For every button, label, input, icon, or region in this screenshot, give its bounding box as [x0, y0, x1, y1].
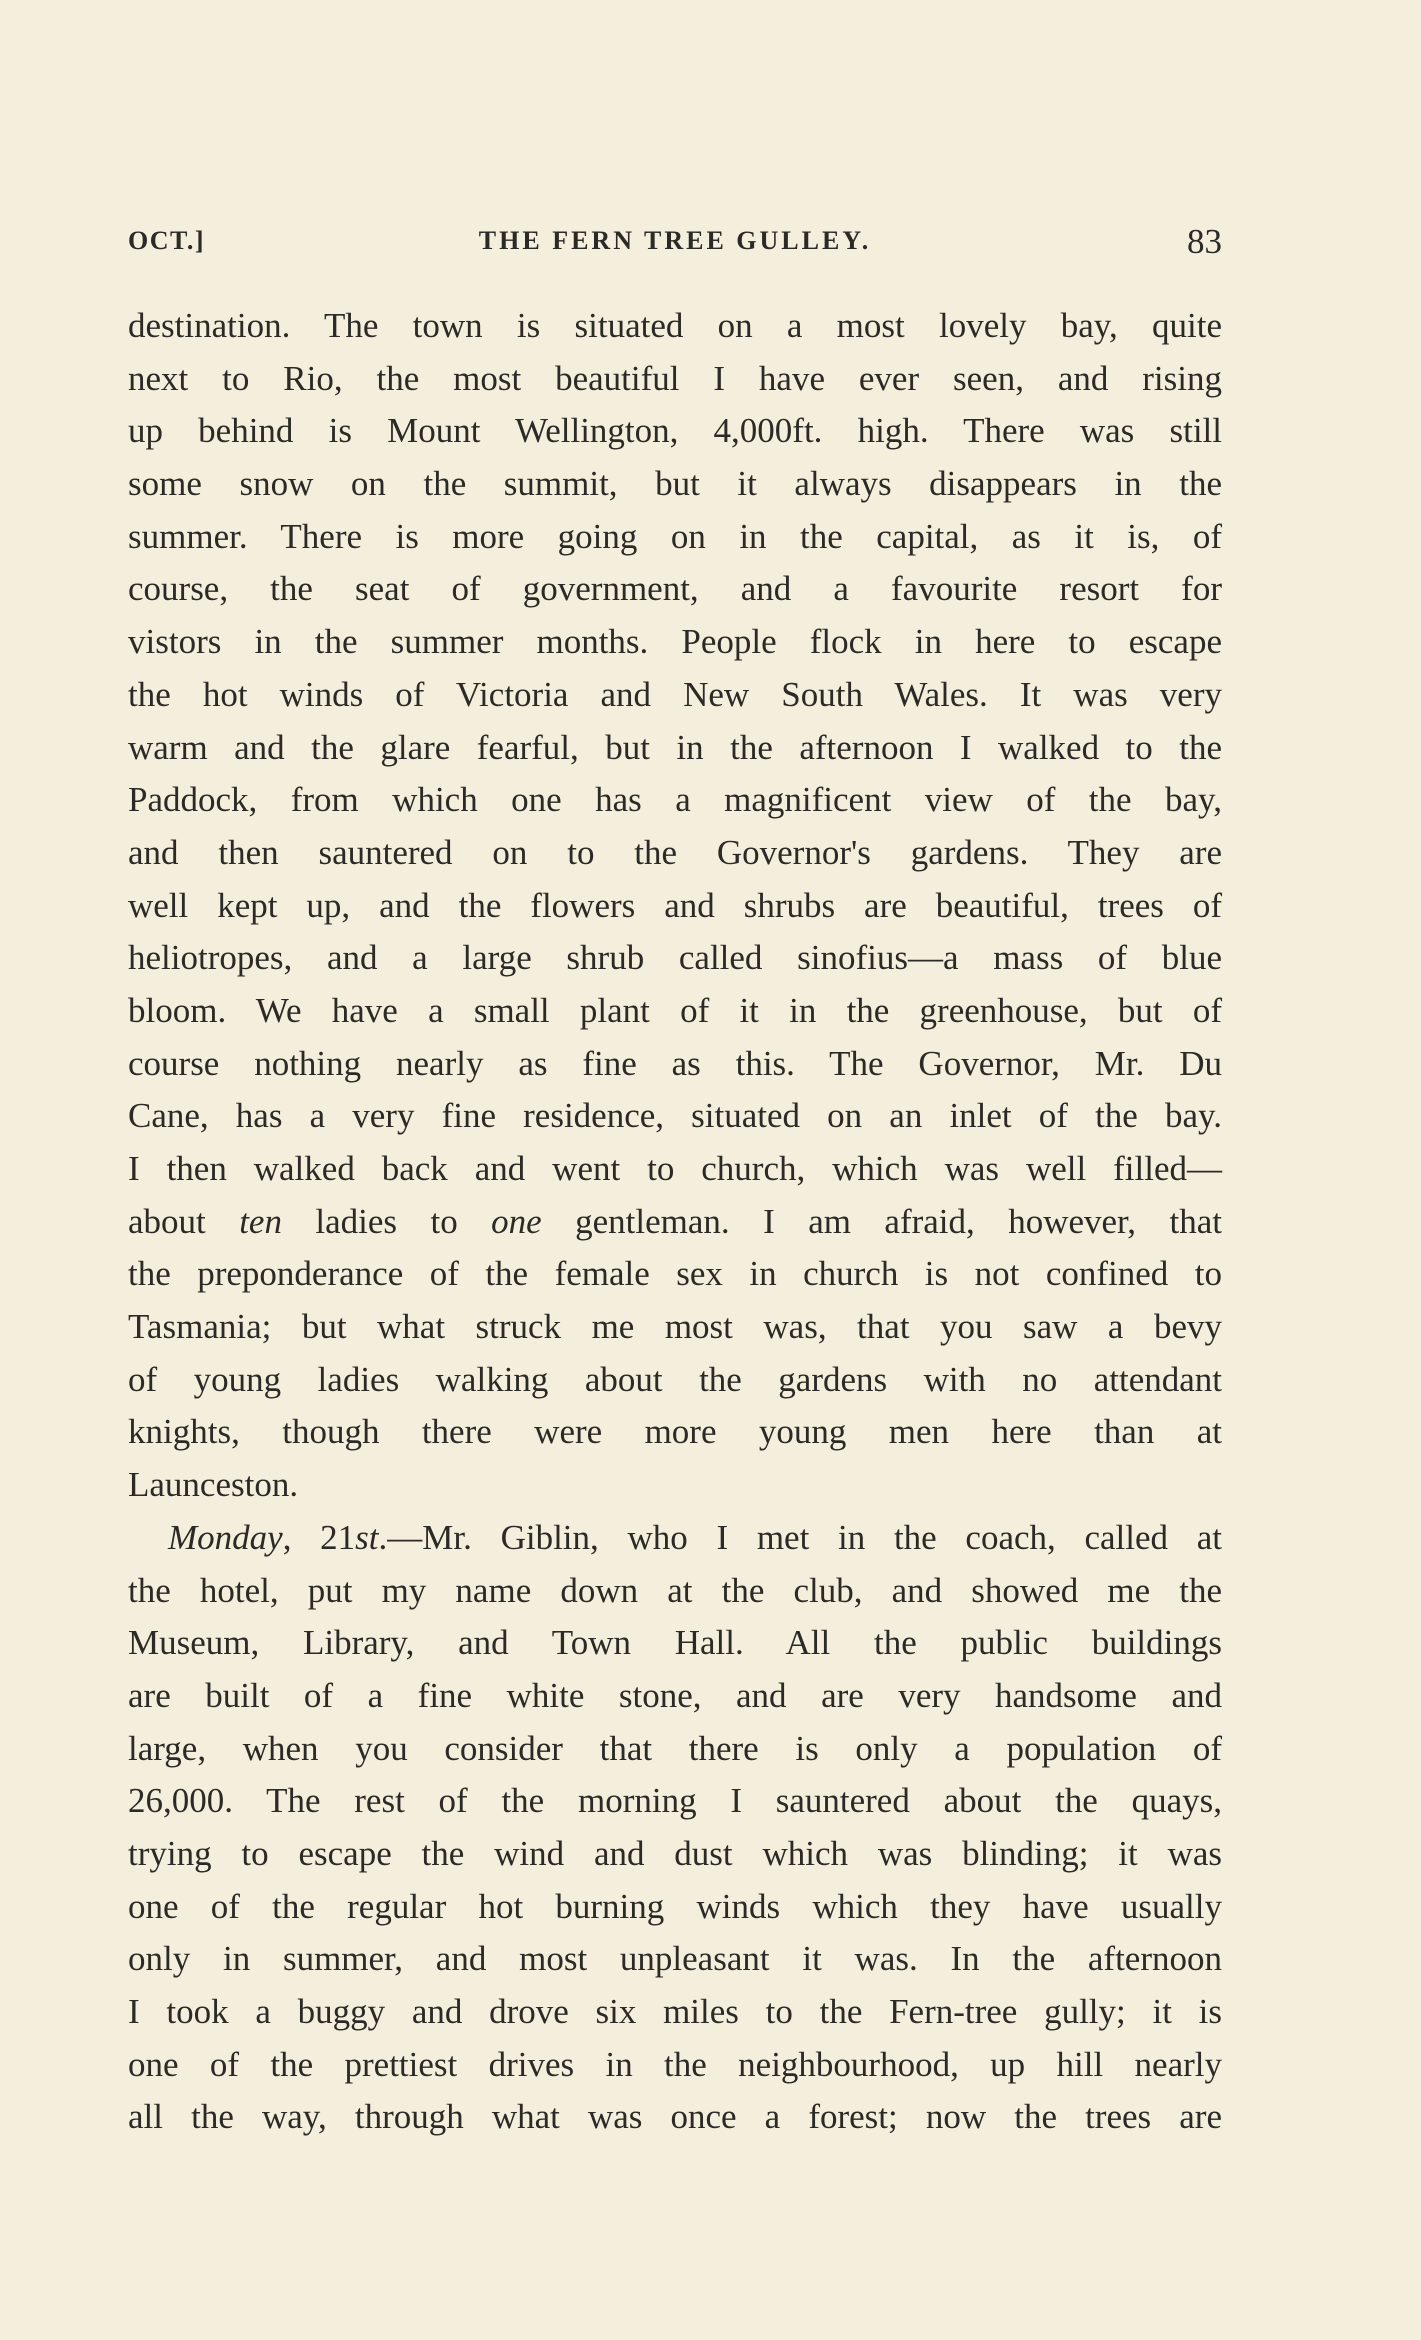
- text-segment: summer. There is more going on in the capital, as it is, of: [128, 516, 1222, 556]
- text-segment: about: [128, 1201, 240, 1241]
- text-segment: Launceston.: [128, 1465, 299, 1505]
- text-segment: and then sauntered on to the Governor's gardens. They are: [128, 832, 1222, 872]
- text-segment: some snow on the summit, but it always disappears in the: [128, 464, 1222, 504]
- text-line: [128, 458, 1222, 511]
- text-segment: I took a buggy and drove six miles to the Fern-tree gully; it is: [128, 1992, 1222, 2031]
- text-line: [128, 774, 1222, 827]
- text-segment: ladies to: [281, 1201, 492, 1241]
- text-line: [128, 1670, 1222, 1723]
- italic-text: ten: [239, 1201, 282, 1241]
- text-line: [128, 1723, 1222, 1776]
- text-segment: one of the regular hot burning winds which they have usually: [128, 1886, 1222, 1926]
- running-head-month: OCT.]: [128, 226, 206, 255]
- text-segment: vistors in the summer months. People flock in here to escape: [128, 622, 1222, 662]
- text-line: [128, 1828, 1222, 1881]
- text-segment: of young ladies walking about the gardens with no attendant: [128, 1359, 1222, 1399]
- text-segment: knights, though there were more young men here than at: [128, 1412, 1222, 1452]
- text-line: [128, 932, 1222, 985]
- italic-text: Monday: [168, 1517, 283, 1557]
- text-segment: up behind is Mount Wellington, 4,000ft. high. There was still: [128, 411, 1222, 451]
- text-line: [128, 1881, 1222, 1934]
- text-line: [128, 1038, 1222, 1091]
- text-line: [128, 1354, 1222, 1407]
- text-segment: next to Rio, the most beautiful I have ever seen, and rising: [128, 358, 1222, 398]
- page-number: 83: [1187, 222, 1222, 261]
- text-line: [128, 1301, 1222, 1354]
- text-line: [128, 563, 1222, 616]
- text-line: [128, 1143, 1222, 1196]
- text-segment: .—Mr. Giblin, who I met in the coach, called at: [378, 1517, 1223, 1557]
- text-segment: one of the prettiest drives in the neighbourhood, up hill nearly: [128, 2044, 1222, 2084]
- body-text: [128, 300, 1222, 2144]
- text-line: [128, 722, 1222, 775]
- italic-text: st: [355, 1517, 379, 1557]
- text-line: [128, 1459, 1222, 1512]
- text-segment: warm and the glare fearful, but in the afternoon I walked to the: [128, 727, 1222, 767]
- text-line: [128, 2091, 1222, 2144]
- text-segment: bloom. We have a small plant of it in the greenhouse, but of: [128, 990, 1222, 1030]
- text-line: [128, 1406, 1222, 1459]
- text-line: [128, 1565, 1222, 1618]
- text-line: [128, 2039, 1222, 2092]
- text-line: [128, 300, 1222, 353]
- text-segment: large, when you consider that there is only a population of: [128, 1728, 1222, 1768]
- text-segment: well kept up, and the flowers and shrubs are beautiful, trees of: [128, 885, 1222, 925]
- text-segment: are built of a fine white stone, and are very handsome and: [128, 1675, 1222, 1715]
- text-segment: trying to escape the wind and dust which was blinding; it was: [128, 1833, 1222, 1873]
- text-line: [128, 1986, 1222, 2039]
- text-line: [128, 1090, 1222, 1143]
- text-line: [128, 1933, 1222, 1986]
- italic-text: one: [491, 1201, 542, 1241]
- text-line: [128, 827, 1222, 880]
- text-segment: the hotel, put my name down at the club, and showed me the: [128, 1570, 1222, 1610]
- text-segment: Museum, Library, and Town Hall. All the public buildings: [128, 1623, 1222, 1663]
- text-segment: destination. The town is situated on a most lovely bay, quite: [128, 306, 1222, 345]
- text-segment: only in summer, and most unpleasant it was. In the afternoon: [128, 1939, 1222, 1979]
- text-segment: 26,000. The rest of the morning I sauntered about the quays,: [128, 1781, 1222, 1821]
- text-segment: the preponderance of the female sex in church is not confined to: [128, 1254, 1222, 1294]
- text-line: [128, 511, 1222, 564]
- text-segment: all the way, through what was once a forest; now the trees are: [128, 2097, 1222, 2137]
- text-segment: gentleman. I am afraid, however, that: [541, 1201, 1222, 1241]
- text-segment: heliotropes, and a large shrub called sinofius—a mass of blue: [128, 938, 1222, 978]
- text-segment: Tasmania; but what struck me most was, that you saw a bevy: [128, 1307, 1222, 1347]
- text-segment: , 21: [282, 1517, 356, 1557]
- text-line: [128, 353, 1222, 406]
- text-line: [128, 616, 1222, 669]
- text-line: [128, 1196, 1222, 1249]
- text-line: [128, 985, 1222, 1038]
- text-segment: course nothing nearly as fine as this. The Governor, Mr. Du: [128, 1043, 1222, 1083]
- text-line: [128, 405, 1222, 458]
- text-line: [128, 880, 1222, 933]
- text-line: [128, 1512, 1222, 1565]
- text-segment: Cane, has a very fine residence, situated on an inlet of the bay.: [128, 1096, 1222, 1136]
- text-line: [128, 669, 1222, 722]
- text-line: [128, 1775, 1222, 1828]
- text-line: [128, 1248, 1222, 1301]
- text-segment: course, the seat of government, and a favourite resort for: [128, 569, 1222, 609]
- running-head: [128, 222, 1222, 270]
- text-segment: Paddock, from which one has a magnificent view of the bay,: [128, 780, 1222, 820]
- text-line: [128, 1617, 1222, 1670]
- running-head-title: THE FERN TREE GULLEY.: [478, 226, 872, 255]
- text-segment: I then walked back and went to church, which was well filled—: [128, 1149, 1222, 1188]
- text-segment: the hot winds of Victoria and New South Wales. It was very: [128, 674, 1222, 714]
